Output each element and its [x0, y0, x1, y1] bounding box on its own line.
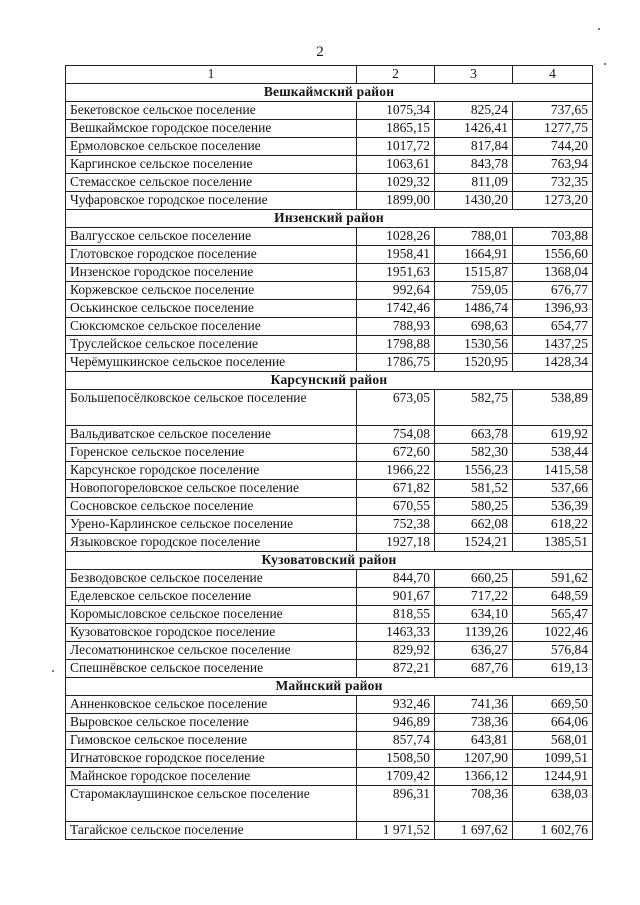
table-row [66, 246, 593, 264]
settlement-name-cell: Каргинское сельское поселение [66, 156, 357, 174]
value-cell-col2: 844,70 [357, 570, 435, 588]
table-row [66, 516, 593, 534]
settlement-name-cell: Валгусское сельское поселение [66, 228, 357, 246]
value-cell-col2: 1463,33 [357, 624, 435, 642]
district-name: Майнский район [66, 678, 593, 696]
district-header-row [66, 372, 593, 390]
settlement-name-cell: Урено-Карлинское сельское поселение [66, 516, 357, 534]
value-cell-col2: 1899,00 [357, 192, 435, 210]
value-cell-col2: 788,93 [357, 318, 435, 336]
table-row [66, 156, 593, 174]
value-cell-col4: 1277,75 [513, 120, 593, 138]
table-row [66, 102, 593, 120]
value-cell-col2: 1017,72 [357, 138, 435, 156]
column-header: 3 [435, 66, 513, 84]
settlement-name-cell: Майнское городское поселение [66, 768, 357, 786]
value-cell-col2: 670,55 [357, 498, 435, 516]
district-header-row [66, 678, 593, 696]
column-header: 1 [66, 66, 357, 84]
table-row [66, 624, 593, 642]
value-cell-col2: 896,31 [357, 786, 435, 822]
value-cell-col3: 817,84 [435, 138, 513, 156]
table-body [66, 66, 593, 840]
value-cell-col4: 763,94 [513, 156, 593, 174]
value-cell-col2: 901,67 [357, 588, 435, 606]
value-cell-col4: 654,77 [513, 318, 593, 336]
value-cell-col3: 1520,95 [435, 354, 513, 372]
value-cell-col4: 1099,51 [513, 750, 593, 768]
settlement-name-cell: Новопогореловское сельское поселение [66, 480, 357, 498]
value-cell-col2: 857,74 [357, 732, 435, 750]
value-cell-col4: 619,13 [513, 660, 593, 678]
value-cell-col2: 754,08 [357, 426, 435, 444]
table-row [66, 426, 593, 444]
scan-speck [598, 28, 600, 30]
value-cell-col4: 732,35 [513, 174, 593, 192]
value-cell-col4: 618,22 [513, 516, 593, 534]
value-cell-col3: 717,22 [435, 588, 513, 606]
table-row [66, 390, 593, 426]
settlement-name-cell: Горенское сельское поселение [66, 444, 357, 462]
settlement-name-cell: Безводовское сельское поселение [66, 570, 357, 588]
district-name: Инзенский район [66, 210, 593, 228]
settlement-name-cell: Спешнёвское сельское поселение [66, 660, 357, 678]
value-cell-col2: 1709,42 [357, 768, 435, 786]
table-row [66, 318, 593, 336]
value-cell-col3: 581,52 [435, 480, 513, 498]
table-row [66, 588, 593, 606]
value-cell-col4: 703,88 [513, 228, 593, 246]
table-row [66, 462, 593, 480]
settlement-name-cell: Глотовское городское поселение [66, 246, 357, 264]
value-cell-col3: 1426,41 [435, 120, 513, 138]
settlement-name-cell: Еделевское сельское поселение [66, 588, 357, 606]
settlement-name-cell: Коржевское сельское поселение [66, 282, 357, 300]
value-cell-col2: 818,55 [357, 606, 435, 624]
value-cell-col2: 671,82 [357, 480, 435, 498]
value-cell-col3: 660,25 [435, 570, 513, 588]
value-cell-col4: 744,20 [513, 138, 593, 156]
page-number: 2 [316, 44, 324, 60]
value-cell-col3: 662,08 [435, 516, 513, 534]
value-cell-col2: 1 971,52 [357, 822, 435, 840]
value-cell-col2: 1786,75 [357, 354, 435, 372]
settlement-name-cell: Большепосёлковское сельское поселение [66, 390, 357, 426]
settlement-name-cell: Чуфаровское городское поселение [66, 192, 357, 210]
settlement-name-cell: Анненковское сельское поселение [66, 696, 357, 714]
value-cell-col2: 1028,26 [357, 228, 435, 246]
value-cell-col3: 843,78 [435, 156, 513, 174]
value-cell-col4: 537,66 [513, 480, 593, 498]
value-cell-col2: 1927,18 [357, 534, 435, 552]
table-row [66, 570, 593, 588]
table-row [66, 822, 593, 840]
value-cell-col3: 741,36 [435, 696, 513, 714]
table-row [66, 174, 593, 192]
settlement-name-cell: Гимовское сельское поселение [66, 732, 357, 750]
district-header-row [66, 84, 593, 102]
settlement-name-cell: Языковское городское поселение [66, 534, 357, 552]
value-cell-col3: 1139,26 [435, 624, 513, 642]
value-cell-col4: 648,59 [513, 588, 593, 606]
value-cell-col4: 619,92 [513, 426, 593, 444]
value-cell-col3: 663,78 [435, 426, 513, 444]
settlement-name-cell: Выровское сельское поселение [66, 714, 357, 732]
value-cell-col3: 1207,90 [435, 750, 513, 768]
value-cell-col2: 1508,50 [357, 750, 435, 768]
settlement-name-cell: Вальдиватское сельское поселение [66, 426, 357, 444]
district-name: Кузоватовский район [66, 552, 593, 570]
value-cell-col4: 1428,34 [513, 354, 593, 372]
value-cell-col2: 1742,46 [357, 300, 435, 318]
value-cell-col4: 676,77 [513, 282, 593, 300]
value-cell-col2: 1958,41 [357, 246, 435, 264]
value-cell-col3: 582,75 [435, 390, 513, 426]
table-row [66, 444, 593, 462]
value-cell-col3: 708,36 [435, 786, 513, 822]
column-header: 4 [513, 66, 593, 84]
settlement-name-cell: Коромысловское сельское поселение [66, 606, 357, 624]
settlement-name-cell: Ермоловское сельское поселение [66, 138, 357, 156]
settlement-name-cell: Черёмушкинское сельское поселение [66, 354, 357, 372]
value-cell-col3: 738,36 [435, 714, 513, 732]
table-row [66, 300, 593, 318]
table-row [66, 642, 593, 660]
value-cell-col3: 636,27 [435, 642, 513, 660]
value-cell-col4: 1396,93 [513, 300, 593, 318]
value-cell-col4: 1 602,76 [513, 822, 593, 840]
table-row [66, 282, 593, 300]
value-cell-col4: 669,50 [513, 696, 593, 714]
value-cell-col4: 536,39 [513, 498, 593, 516]
value-cell-col2: 932,46 [357, 696, 435, 714]
value-cell-col2: 1029,32 [357, 174, 435, 192]
value-cell-col3: 1 697,62 [435, 822, 513, 840]
value-cell-col4: 565,47 [513, 606, 593, 624]
value-cell-col4: 538,44 [513, 444, 593, 462]
district-header-row [66, 552, 593, 570]
table-row [66, 192, 593, 210]
settlement-name-cell: Карсунское городское поселение [66, 462, 357, 480]
value-cell-col2: 752,38 [357, 516, 435, 534]
scan-speck [604, 63, 606, 65]
table-header-row [66, 66, 593, 84]
district-name: Вешкаймский район [66, 84, 593, 102]
value-cell-col2: 1966,22 [357, 462, 435, 480]
table-row [66, 354, 593, 372]
district-header-row [66, 210, 593, 228]
table-row [66, 498, 593, 516]
value-cell-col4: 1022,46 [513, 624, 593, 642]
settlement-name-cell: Труслейское сельское поселение [66, 336, 357, 354]
table-row [66, 336, 593, 354]
table-row [66, 660, 593, 678]
settlement-name-cell: Игнатовское городское поселение [66, 750, 357, 768]
table-row [66, 120, 593, 138]
value-cell-col4: 1437,25 [513, 336, 593, 354]
value-cell-col3: 788,01 [435, 228, 513, 246]
settlement-name-cell: Кузоватовское городское поселение [66, 624, 357, 642]
table-row [66, 228, 593, 246]
settlement-name-cell: Сюксюмское сельское поселение [66, 318, 357, 336]
settlement-name-cell: Тагайское сельское поселение [66, 822, 357, 840]
value-cell-col2: 946,89 [357, 714, 435, 732]
value-cell-col3: 582,30 [435, 444, 513, 462]
value-cell-col2: 1075,34 [357, 102, 435, 120]
value-cell-col3: 580,25 [435, 498, 513, 516]
settlement-name-cell: Бекетовское сельское поселение [66, 102, 357, 120]
settlement-name-cell: Вешкаймское городское поселение [66, 120, 357, 138]
settlement-name-cell: Лесоматюнинское сельское поселение [66, 642, 357, 660]
value-cell-col3: 1515,87 [435, 264, 513, 282]
value-cell-col3: 1556,23 [435, 462, 513, 480]
table-row [66, 606, 593, 624]
value-cell-col3: 759,05 [435, 282, 513, 300]
value-cell-col2: 872,21 [357, 660, 435, 678]
value-cell-col3: 634,10 [435, 606, 513, 624]
settlement-name-cell: Сосновское сельское поселение [66, 498, 357, 516]
value-cell-col2: 1798,88 [357, 336, 435, 354]
column-header: 2 [357, 66, 435, 84]
settlement-name-cell: Оськинское сельское поселение [66, 300, 357, 318]
value-cell-col2: 672,60 [357, 444, 435, 462]
table-row [66, 714, 593, 732]
district-name: Карсунский район [66, 372, 593, 390]
value-cell-col4: 538,89 [513, 390, 593, 426]
table-row [66, 768, 593, 786]
table-row [66, 480, 593, 498]
data-table [65, 65, 593, 840]
value-cell-col4: 1385,51 [513, 534, 593, 552]
settlement-name-cell: Стемасское сельское поселение [66, 174, 357, 192]
table-row [66, 732, 593, 750]
value-cell-col2: 1951,63 [357, 264, 435, 282]
table-row [66, 138, 593, 156]
value-cell-col2: 992,64 [357, 282, 435, 300]
value-cell-col4: 576,84 [513, 642, 593, 660]
value-cell-col4: 591,62 [513, 570, 593, 588]
settlement-name-cell: Инзенское городское поселение [66, 264, 357, 282]
value-cell-col4: 1556,60 [513, 246, 593, 264]
value-cell-col3: 1430,20 [435, 192, 513, 210]
settlement-name-cell: Старомаклаушинское сельское поселение [66, 786, 357, 822]
scan-speck [52, 670, 54, 672]
value-cell-col3: 687,76 [435, 660, 513, 678]
value-cell-col3: 1530,56 [435, 336, 513, 354]
value-cell-col3: 698,63 [435, 318, 513, 336]
table-row [66, 534, 593, 552]
value-cell-col2: 1063,61 [357, 156, 435, 174]
table-row [66, 264, 593, 282]
value-cell-col4: 1244,91 [513, 768, 593, 786]
value-cell-col3: 1366,12 [435, 768, 513, 786]
value-cell-col2: 673,05 [357, 390, 435, 426]
value-cell-col4: 1415,58 [513, 462, 593, 480]
value-cell-col3: 825,24 [435, 102, 513, 120]
value-cell-col2: 829,92 [357, 642, 435, 660]
value-cell-col2: 1865,15 [357, 120, 435, 138]
value-cell-col3: 1664,91 [435, 246, 513, 264]
value-cell-col3: 1524,21 [435, 534, 513, 552]
value-cell-col4: 737,65 [513, 102, 593, 120]
value-cell-col4: 1273,20 [513, 192, 593, 210]
table-row [66, 786, 593, 822]
value-cell-col4: 664,06 [513, 714, 593, 732]
value-cell-col3: 1486,74 [435, 300, 513, 318]
value-cell-col4: 638,03 [513, 786, 593, 822]
value-cell-col3: 811,09 [435, 174, 513, 192]
value-cell-col4: 568,01 [513, 732, 593, 750]
table-row [66, 696, 593, 714]
value-cell-col4: 1368,04 [513, 264, 593, 282]
table-row [66, 750, 593, 768]
value-cell-col3: 643,81 [435, 732, 513, 750]
